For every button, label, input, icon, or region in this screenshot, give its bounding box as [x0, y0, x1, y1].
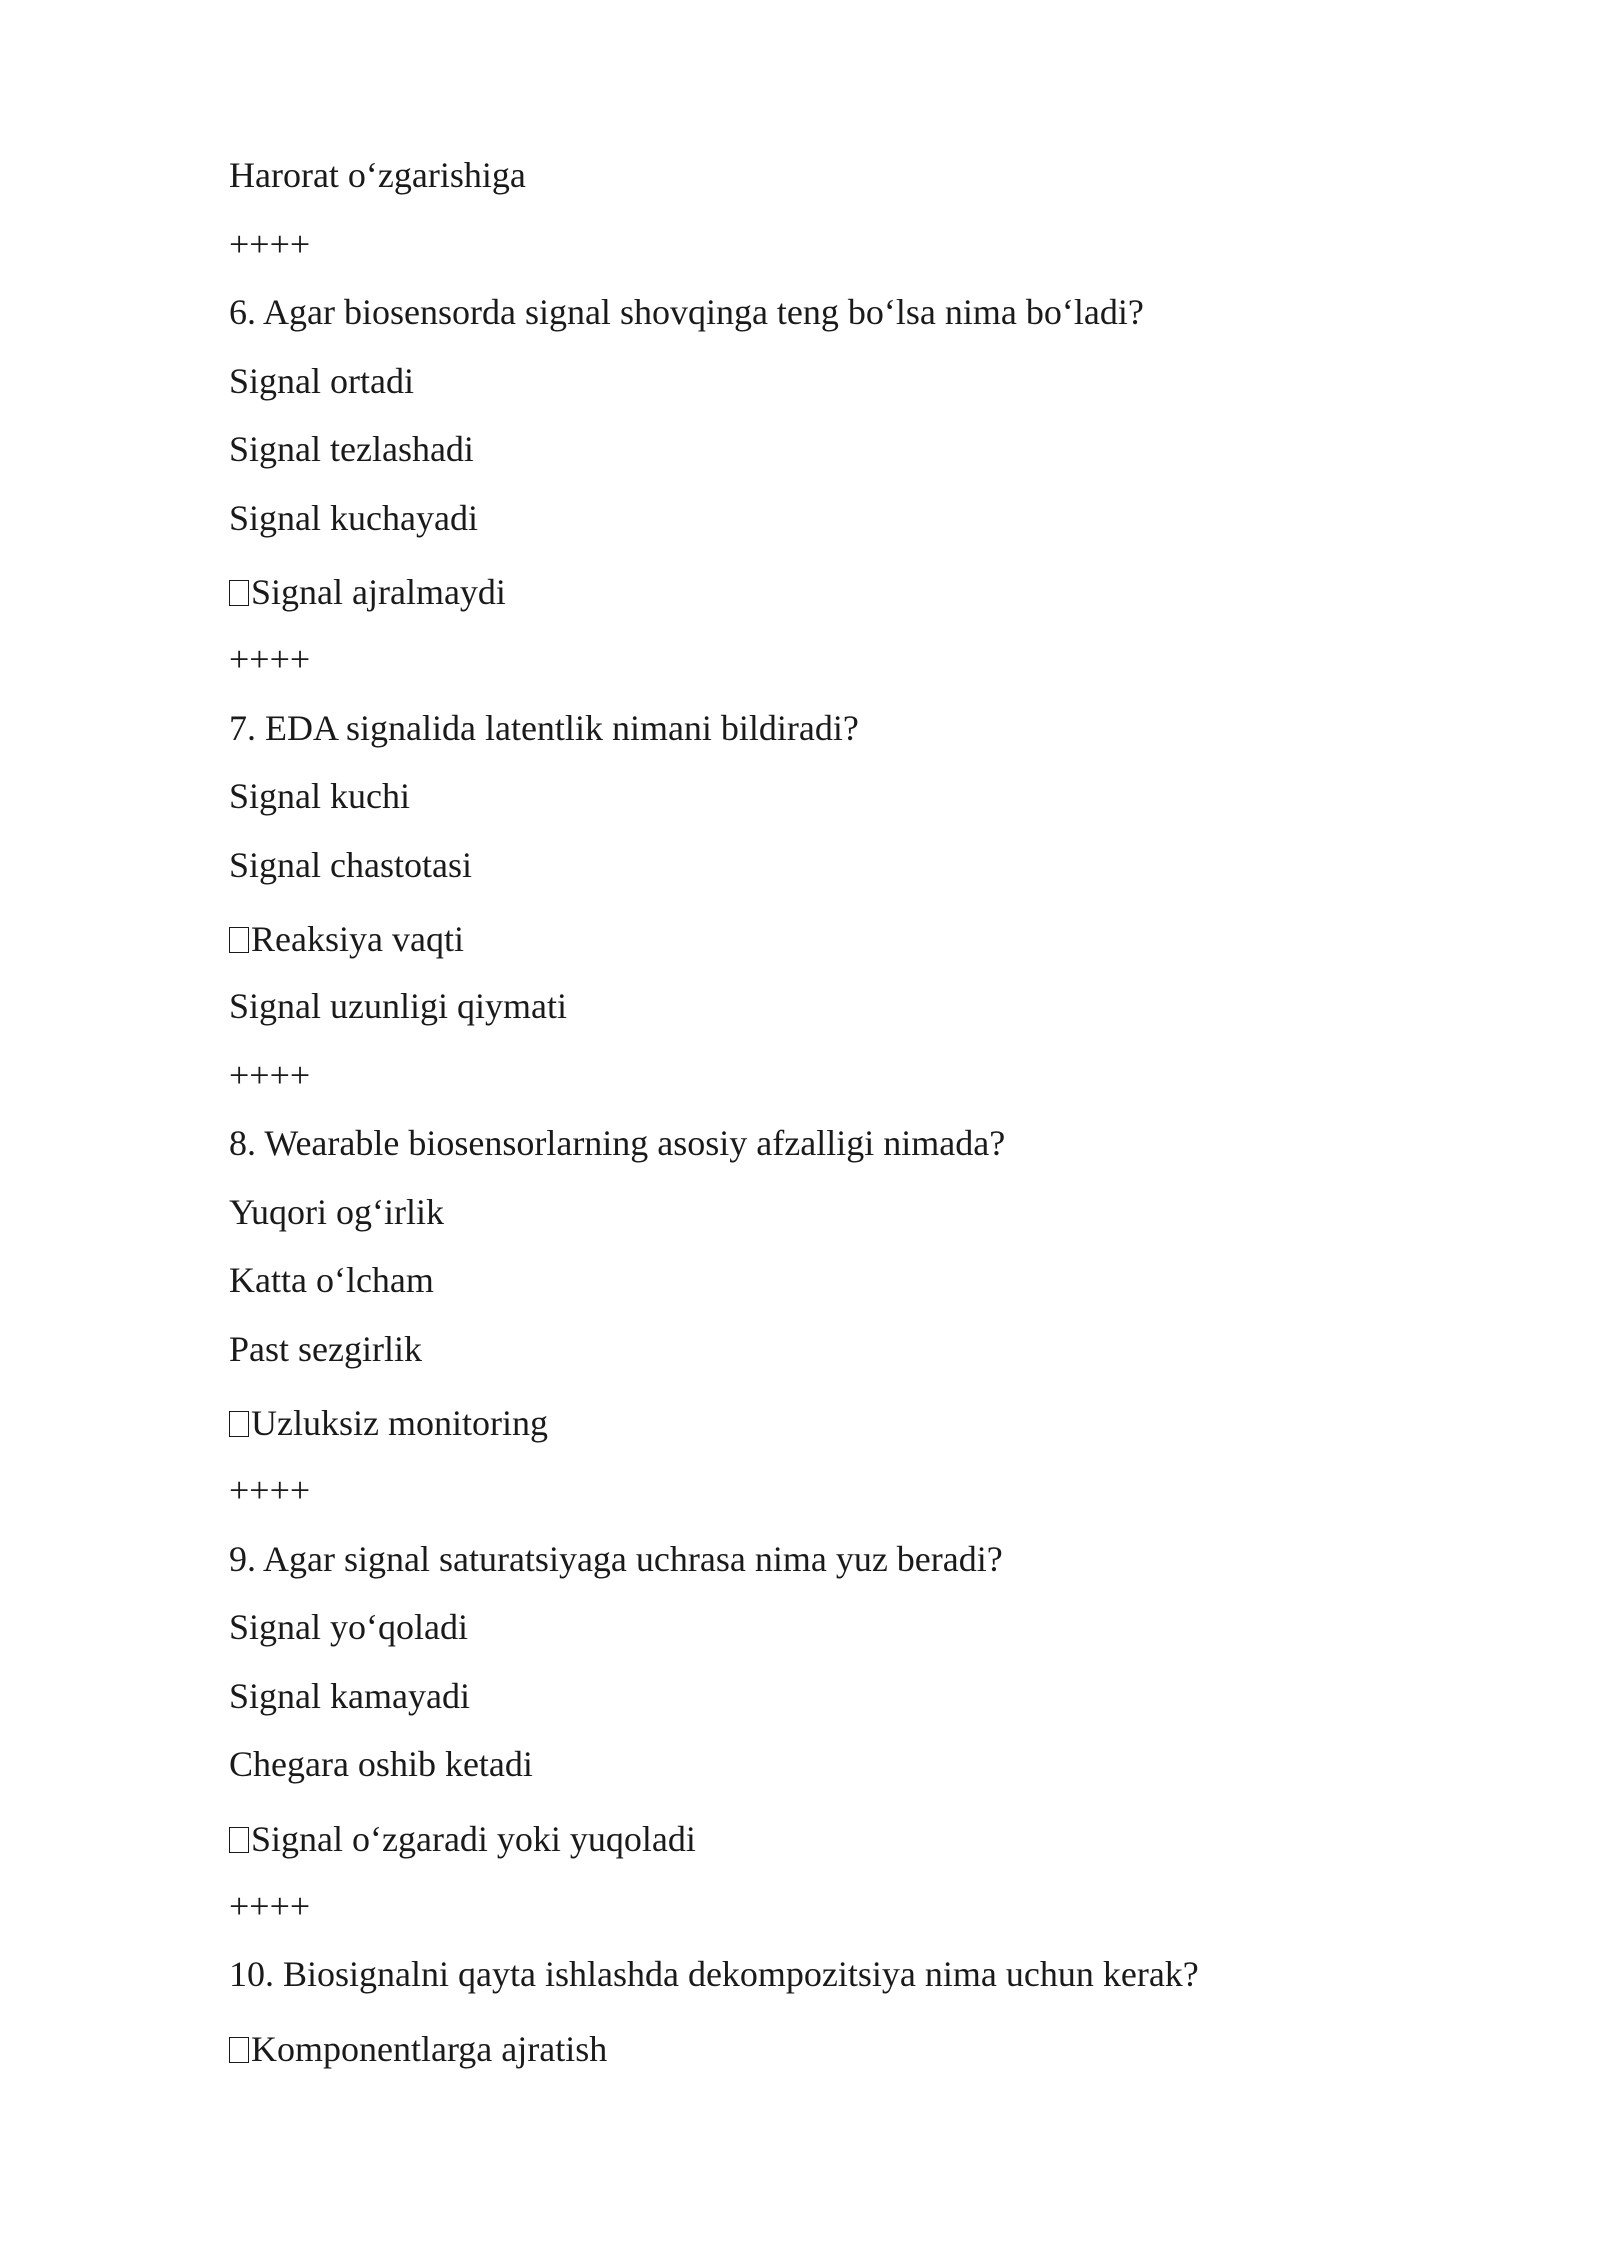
line-text: 8. Wearable biosensorlarning asosiy afzalligi nimada?	[229, 1123, 1006, 1163]
question-text	[229, 703, 1389, 772]
question-text	[229, 1534, 1389, 1603]
question-separator	[229, 219, 1389, 288]
line-text: ++++	[229, 639, 311, 679]
line-text: Katta o‘lcham	[229, 1260, 434, 1300]
answer-option	[229, 1255, 1389, 1324]
line-text: Uzluksiz monitoring	[251, 1403, 548, 1443]
question-separator	[229, 1465, 1389, 1534]
question-text	[229, 1118, 1389, 1187]
question-separator	[229, 634, 1389, 703]
document-body	[229, 150, 1389, 2091]
line-text: Signal yo‘qoladi	[229, 1607, 468, 1647]
line-text: 7. EDA signalida latentlik nimani bildiradi?	[229, 707, 859, 748]
line-text: Reaksiya vaqti	[251, 919, 464, 959]
question-separator	[229, 1050, 1389, 1119]
correct-answer-option	[229, 561, 1389, 634]
missing-glyph-box-icon	[229, 1827, 249, 1853]
correct-answer-option	[229, 1808, 1389, 1881]
missing-glyph-box-icon	[229, 2037, 249, 2063]
answer-option	[229, 493, 1389, 562]
line-text: Chegara oshib ketadi	[229, 1744, 533, 1784]
correct-answer-option	[229, 908, 1389, 981]
question-text	[229, 287, 1389, 356]
line-text: Yuqori og‘irlik	[229, 1191, 444, 1232]
line-text: 10. Biosignalni qayta ishlashda dekompozitsiya nima uchun kerak?	[229, 1954, 1199, 1994]
line-text: Signal kamayadi	[229, 1675, 470, 1716]
line-text: Signal tezlashadi	[229, 429, 474, 469]
answer-option	[229, 981, 1389, 1050]
line-text: ++++	[229, 223, 311, 264]
question-text	[229, 1949, 1389, 2018]
correct-answer-option	[229, 2018, 1389, 2091]
answer-option	[229, 1739, 1389, 1808]
line-text: Signal o‘zgaradi yoki yuqoladi	[251, 1818, 696, 1859]
line-text: 9. Agar signal saturatsiyaga uchrasa nima yuz beradi?	[229, 1538, 1003, 1579]
correct-answer-option	[229, 1392, 1389, 1465]
answer-option	[229, 1602, 1389, 1671]
line-text: Signal chastotasi	[229, 844, 472, 885]
line-text: Signal ajralmaydi	[251, 572, 506, 612]
answer-option	[229, 1324, 1389, 1393]
answer-option	[229, 150, 1389, 219]
answer-option	[229, 356, 1389, 425]
answer-option	[229, 1671, 1389, 1740]
question-separator	[229, 1881, 1389, 1950]
line-text: ++++	[229, 1054, 311, 1095]
line-text: Past sezgirlik	[229, 1328, 422, 1369]
missing-glyph-box-icon	[229, 580, 249, 606]
line-text: Signal kuchi	[229, 776, 410, 816]
answer-option	[229, 1187, 1389, 1256]
line-text: Signal ortadi	[229, 360, 414, 401]
line-text: Signal uzunligi qiymati	[229, 986, 567, 1026]
missing-glyph-box-icon	[229, 927, 249, 953]
line-text: Signal kuchayadi	[229, 497, 478, 538]
line-text: ++++	[229, 1885, 311, 1926]
line-text: Harorat o‘zgarishiga	[229, 155, 526, 195]
missing-glyph-box-icon	[229, 1411, 249, 1437]
answer-option	[229, 424, 1389, 493]
line-text: Komponentlarga ajratish	[251, 2028, 608, 2069]
line-text: 6. Agar biosensorda signal shovqinga teng bo‘lsa nima bo‘ladi?	[229, 292, 1144, 332]
answer-option	[229, 771, 1389, 840]
answer-option	[229, 840, 1389, 909]
line-text: ++++	[229, 1470, 311, 1510]
